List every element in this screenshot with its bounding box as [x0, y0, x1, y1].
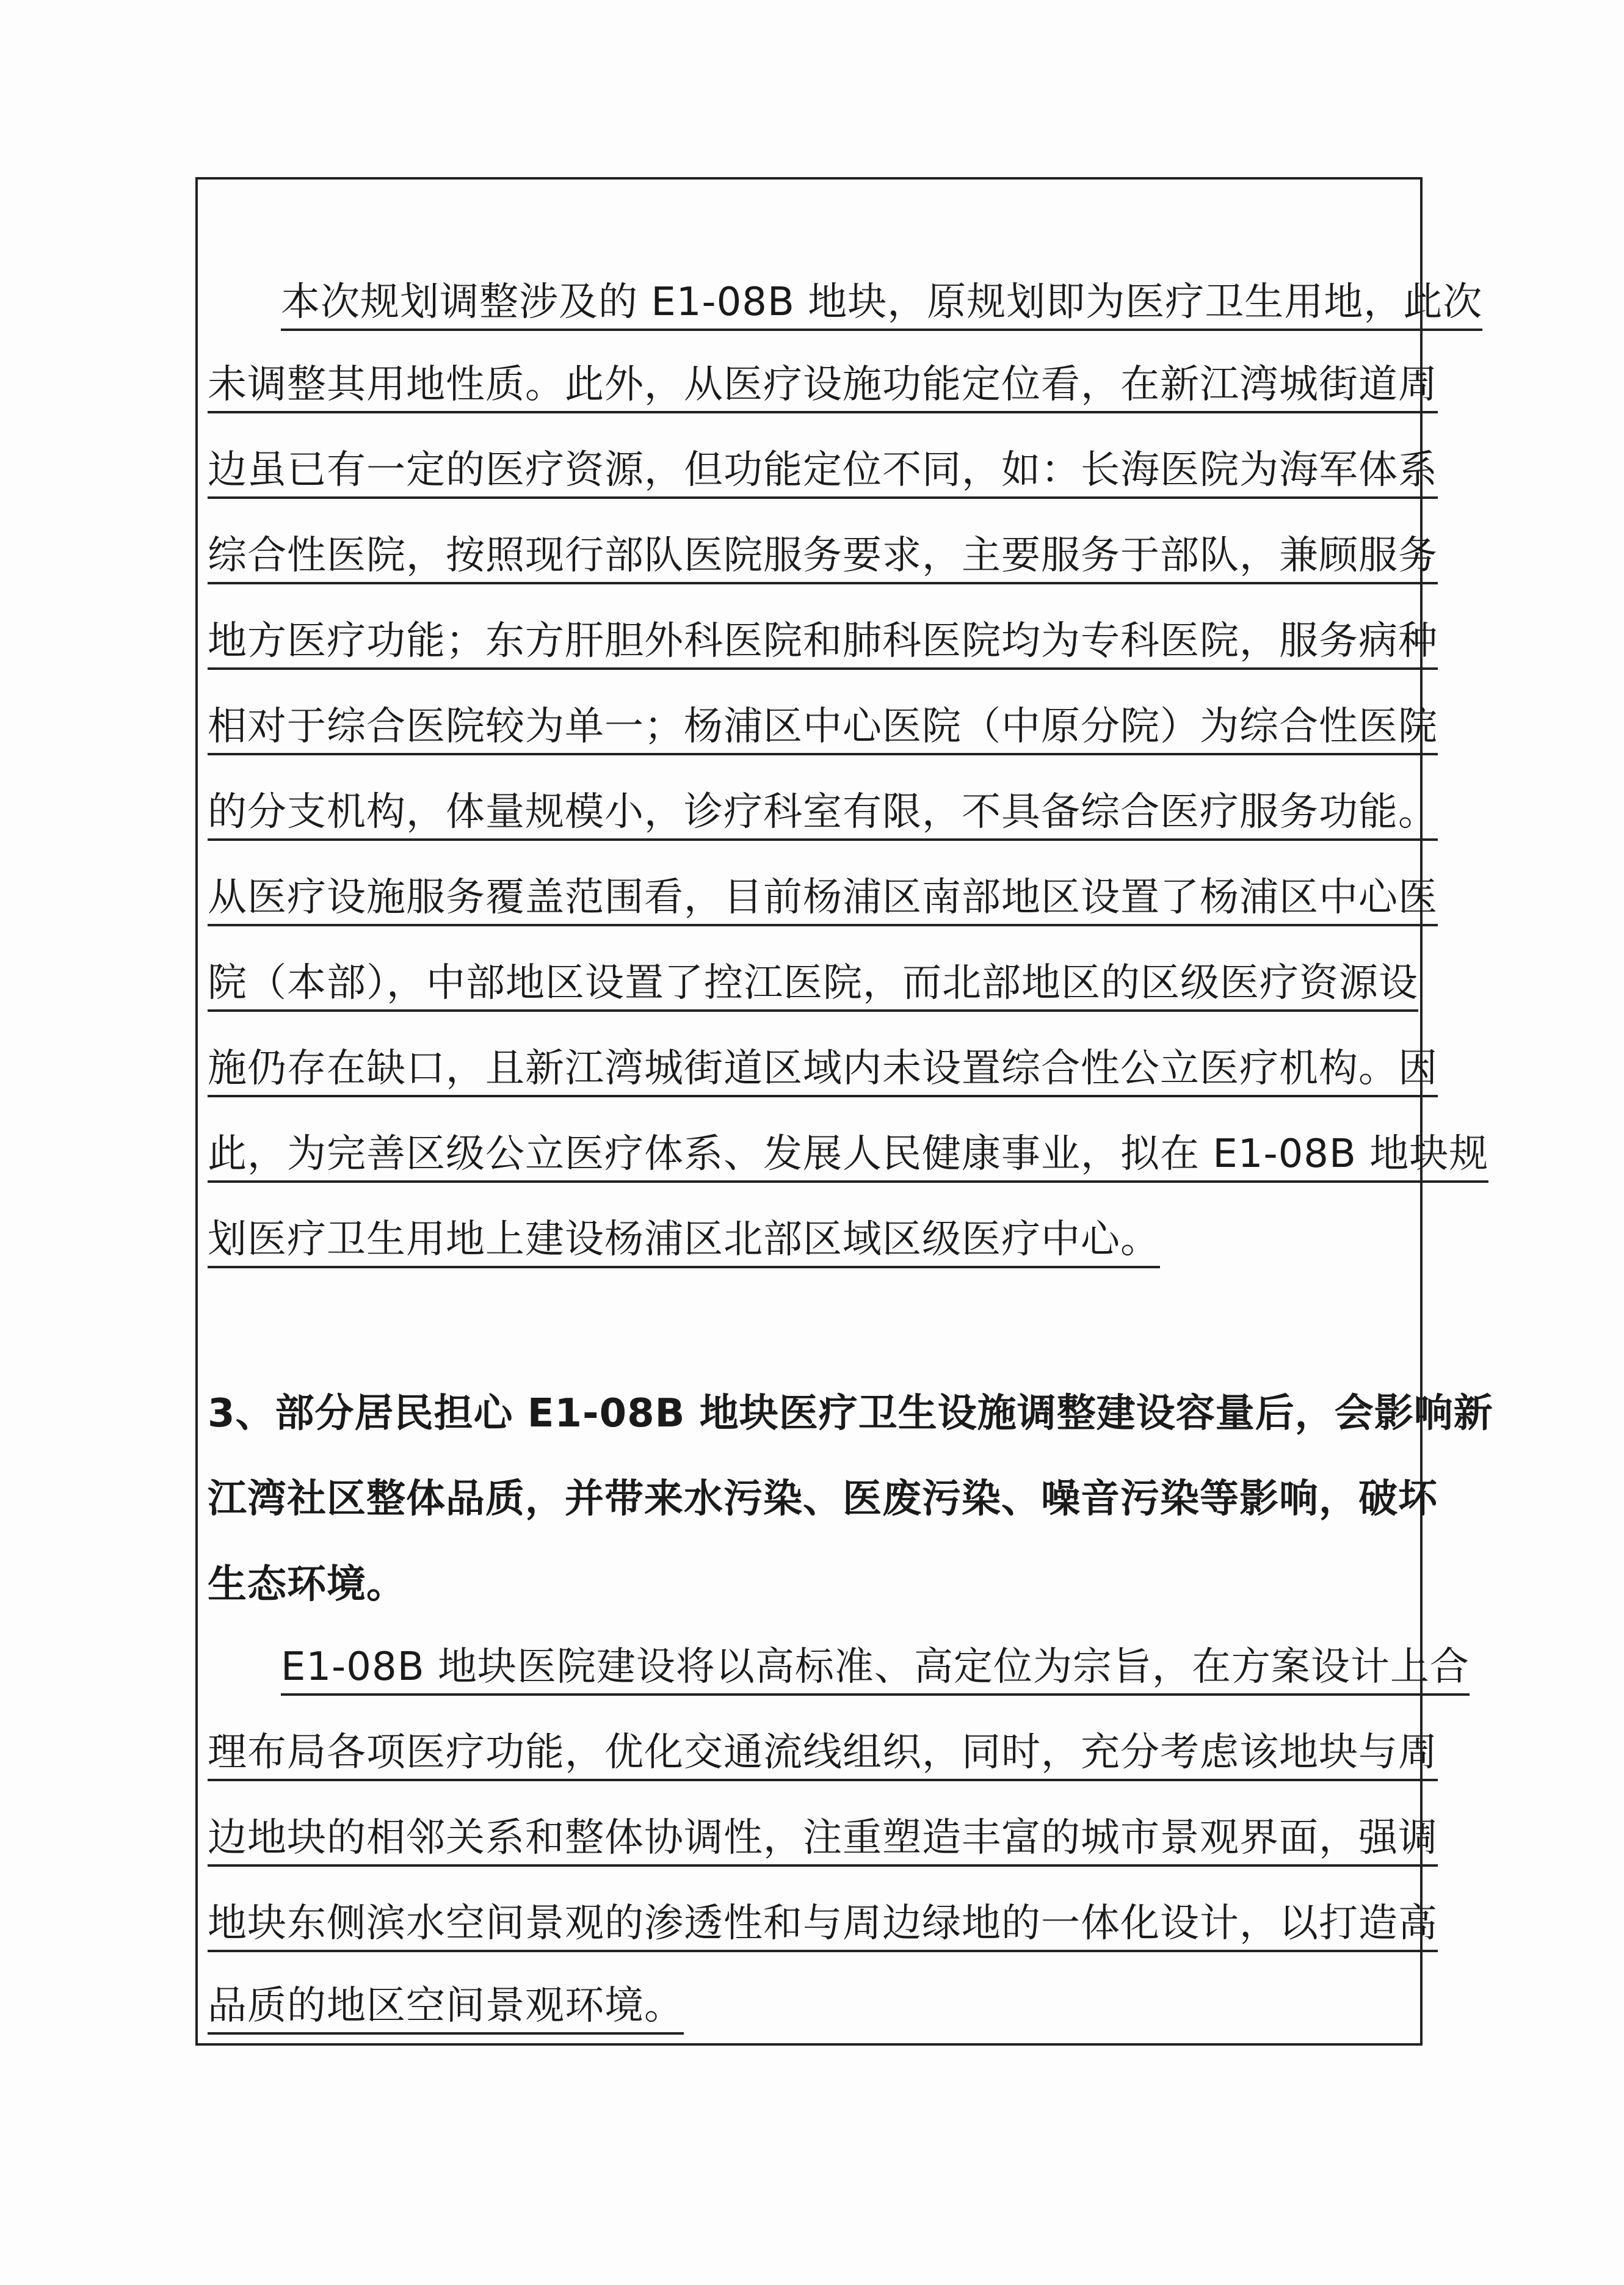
paragraph2-line-1: E1-08B 地块医院建设将以高标准、高定位为宗旨，在方案设计上合 [281, 1633, 1470, 1701]
paragraph1-line-2: 未调整其用地性质。此外，从医疗设施功能定位看，在新江湾城街道周 [208, 351, 1438, 418]
heading3-line-1: 3、部分居民担心 E1-08B 地块医疗卫生设施调整建设容量后，会影响新 [208, 1391, 1493, 1436]
paragraph1-line-11: 此，为完善区级公立医疗体系、发展人民健康事业，拟在 E1-08B 地块规 [208, 1121, 1488, 1188]
paragraph2-line-3: 边地块的相邻关系和整体协调性，注重塑造丰富的城市景观界面，强调 [208, 1804, 1438, 1872]
paragraph1-line-1: 本次规划调整涉及的 E1-08B 地块，原规划即为医疗卫生用地，此次 [281, 269, 1482, 336]
paragraph1-line-10: 施仍存在缺口，且新江湾城街道区域内未设置综合性公立医疗机构。因 [208, 1035, 1438, 1102]
paragraph2-line-5: 品质的地区空间景观环境。 [208, 1972, 684, 2040]
paragraph2-line-2: 理布局各项医疗功能，优化交通流线组织，同时，充分考虑该地块与周 [208, 1719, 1438, 1786]
paragraph1-line-12: 划医疗卫生用地上建设杨浦区北部区域区级医疗中心。 [208, 1206, 1160, 1273]
paragraph2-line-4: 地块东侧滨水空间景观的渗透性和与周边绿地的一体化设计，以打造高 [208, 1890, 1438, 1957]
paragraph1-line-3: 边虽已有一定的医疗资源，但功能定位不同，如：长海医院为海军体系 [208, 437, 1438, 504]
paragraph1-line-5: 地方医疗功能；东方肝胆外科医院和肺科医院均为专科医院，服务病种 [208, 608, 1438, 675]
heading3-line-3: 生态环境。 [208, 1562, 406, 1607]
paragraph1-line-7: 的分支机构，体量规模小，诊疗科室有限，不具备综合医疗服务功能。 [208, 779, 1438, 846]
paragraph1-line-6: 相对于综合医院较为单一；杨浦区中心医院（中原分院）为综合性医院 [208, 693, 1438, 760]
paragraph1-line-4: 综合性医院，按照现行部队医院服务要求，主要服务于部队，兼顾服务 [208, 522, 1438, 589]
paragraph1-line-9: 院（本部），中部地区设置了控江医院，而北部地区的区级医疗资源设 [208, 950, 1418, 1017]
heading3-line-2: 江湾社区整体品质，并带来水污染、医废污染、噪音污染等影响，破坏 [208, 1477, 1438, 1522]
paragraph1-line-8: 从医疗设施服务覆盖范围看，目前杨浦区南部地区设置了杨浦区中心医 [208, 864, 1438, 931]
